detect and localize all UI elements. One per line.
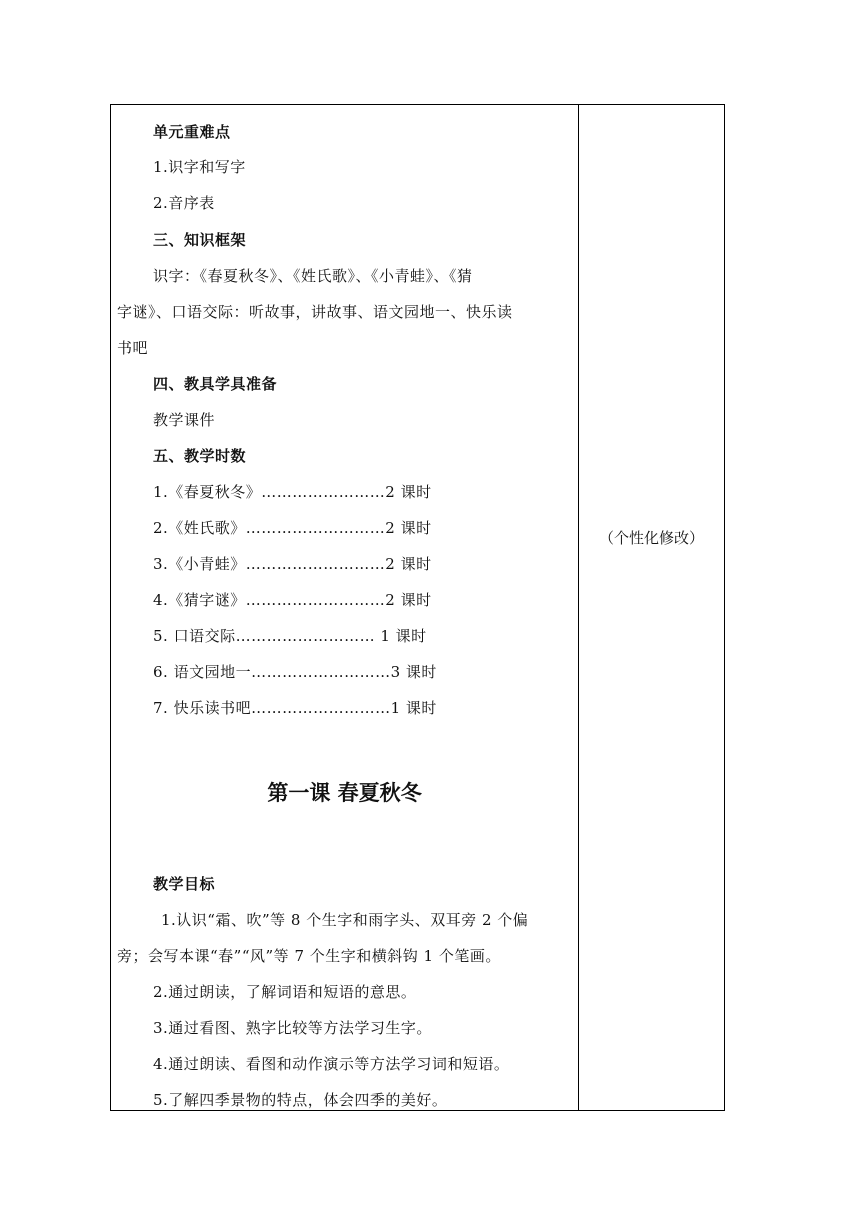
unit-item-2: 2.音序表 [153,194,215,212]
hours-heading: 五、教学时数 [153,447,247,465]
main-column [111,105,578,1110]
hours-item-7: 7. 快乐读书吧………………………1 课时 [153,699,437,717]
lesson-plan-table [110,104,725,1111]
framework-line-2: 字谜》、口语交际：听故事，讲故事、语文园地一、快乐读 [117,303,513,321]
framework-heading: 三、知识框架 [153,231,247,249]
hours-item-2: 2.《姓氏歌》………………………2 课时 [153,519,432,537]
goal-line-4: 3.通过看图、熟字比较等方法学习生字。 [153,1019,432,1037]
goal-line-5: 4.通过朗读、看图和动作演示等方法学习词和短语。 [153,1055,510,1073]
hours-item-1: 1.《春夏秋冬》……………………2 课时 [153,483,432,501]
hours-item-4: 4.《猜字谜》………………………2 课时 [153,591,432,609]
tools-text: 教学课件 [153,411,216,429]
goal-line-6: 5.了解四季景物的特点，体会四季的美好。 [153,1091,448,1109]
goal-line-2: 旁；会写本课“春”“风”等 7 个生字和横斜钩 1 个笔画。 [117,947,501,965]
personalization-note: （个性化修改） [598,529,704,547]
hours-item-3: 3.《小青蛙》………………………2 课时 [153,555,432,573]
hours-item-5: 5. 口语交际……………………… 1 课时 [153,627,427,645]
side-column [579,105,724,1110]
unit-item-1: 1.识字和写字 [153,158,246,176]
unit-heading: 单元重难点 [153,123,231,141]
goals-heading: 教学目标 [153,875,216,893]
goal-line-1: 1.认识“霜、吹”等 8 个生字和雨字头、双耳旁 2 个偏 [161,911,529,929]
lesson-title: 第一课 春夏秋冬 [267,781,422,805]
goal-line-3: 2.通过朗读，了解词语和短语的意思。 [153,983,417,1001]
tools-heading: 四、教具学具准备 [153,375,278,393]
framework-line-3: 书吧 [117,339,149,357]
hours-item-6: 6. 语文园地一………………………3 课时 [153,663,437,681]
framework-line-1: 识字：《春夏秋冬》、《姓氏歌》、《小青蛙》、《猜 [153,267,473,285]
